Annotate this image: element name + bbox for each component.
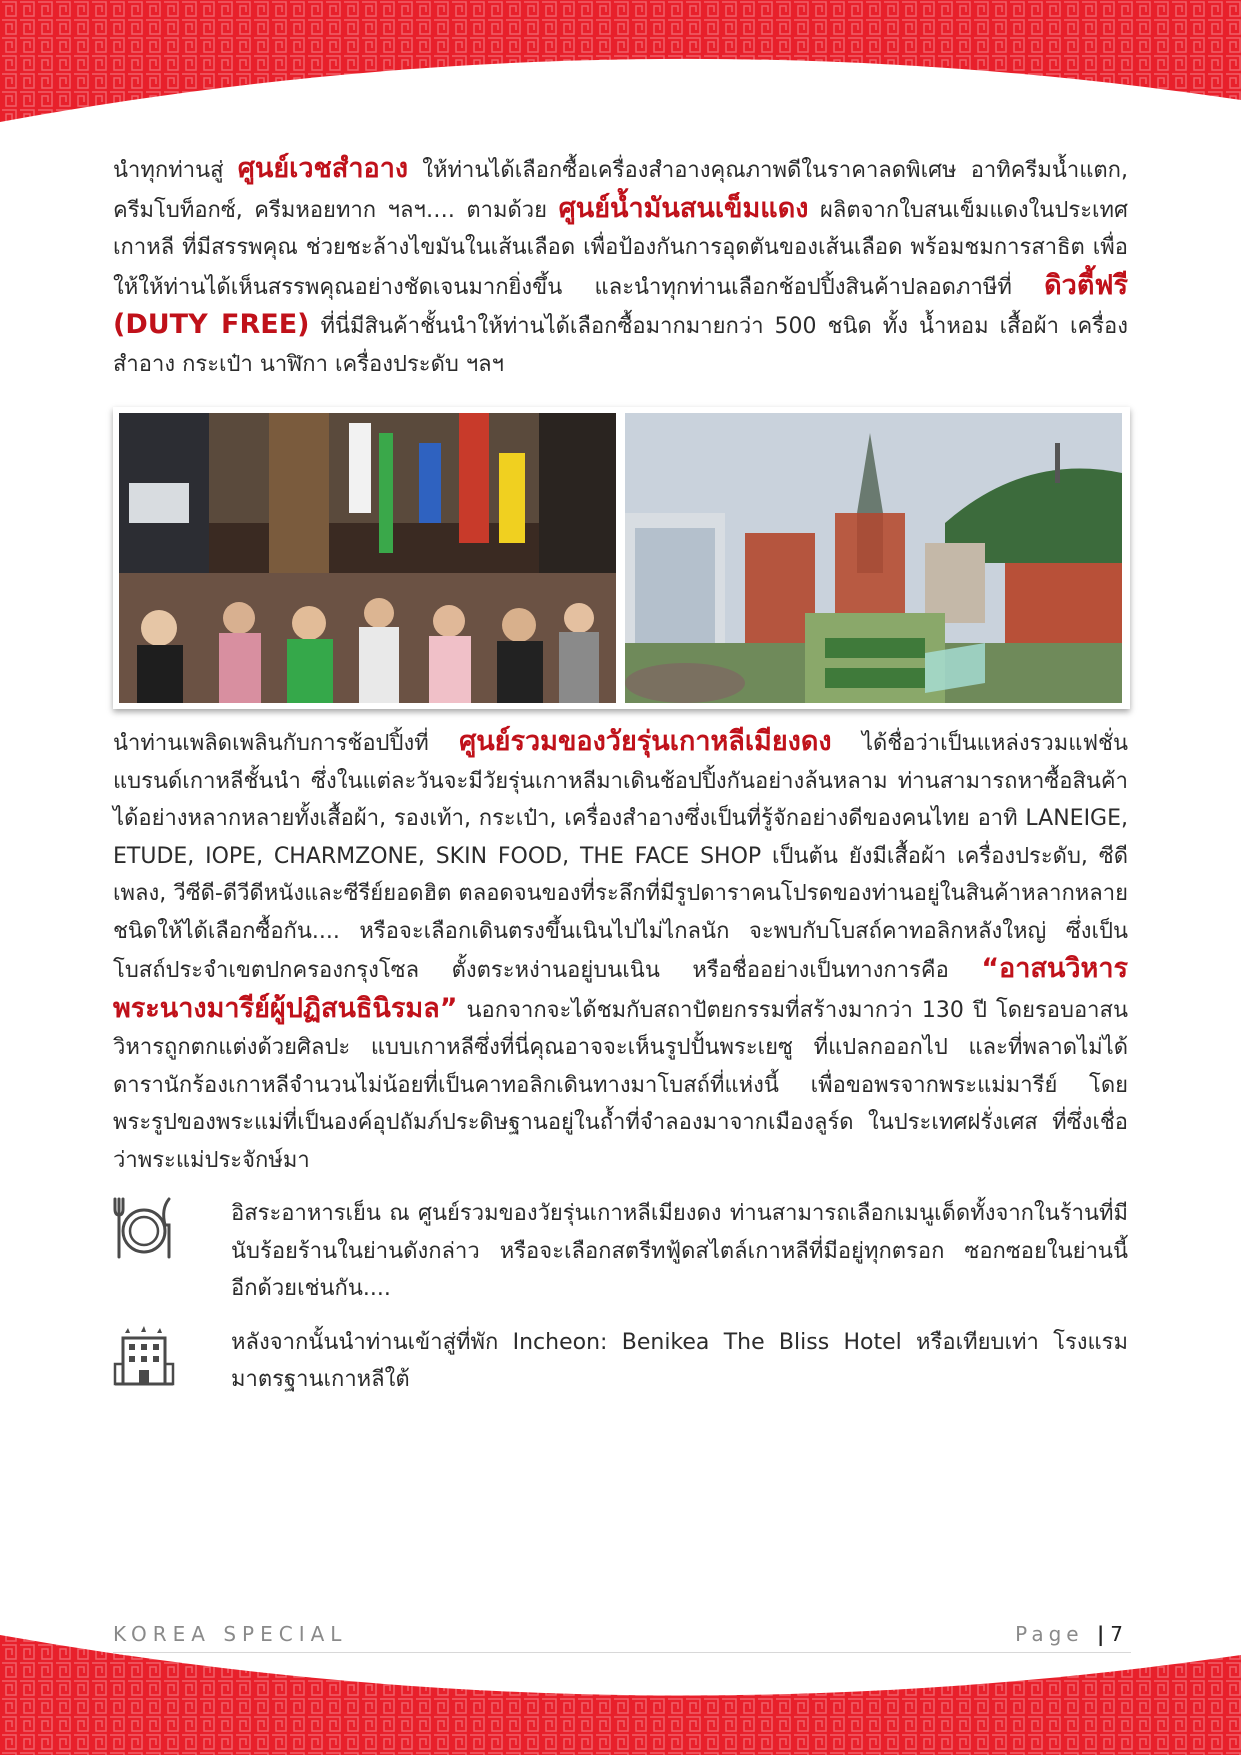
myeongdong-paragraph: [113, 723, 1128, 1179]
highlight-pine-oil-center: ศูนย์น้ำมันสนเข็มแดง: [558, 192, 809, 224]
page-content: [113, 150, 1128, 1399]
page-indicator: [1015, 1622, 1123, 1646]
page-separator: |: [1096, 1622, 1105, 1646]
hotel-building-icon: [113, 1324, 175, 1390]
myeongdong-street-photo: [119, 413, 619, 703]
intro-text-3: ผลิตจากใบสนเข็มแดงในประเทศเกาหลี ที่มีสรรพคุณ ช่วยชะล้างไขมันในเส้นเลือด เพื่อป้องกันการอุดตันของเส้นเลือด พร้อมชมการสาธิต เพื่อให้ให้ท่านได้เห็นสรรพคุณอย่างชัดเจนมากยิ่งขึ้น และนำทุกท่านเลือกช้อปปิ้งสินค้าปลอดภาษีที่: [113, 197, 1129, 300]
myeongdong-text-2: ได้ชื่อว่าเป็นแหล่งรวมแฟชั่นแบรนด์เกาหลีชั้นนำ ซึ่งในแต่ละวันจะมีวัยรุ่นเกาหลีมาเดินช้อปปิ้งกันอย่างล้นหลาม ท่านสามารถหาซื้อสินค้าได้อย่างหลากหลายทั้งเสื้อผ้า, รองเท้า, กระเป๋า, เครื่องสำอางซึ่งเป็นที่รู้จักอย่างดีของคนไทย อาทิ LANEIGE, ETUDE, IOPE, CHARMZONE, SKIN FOOD, THE FACE SHOP เป็นต้น ยังมีเสื้อผ้า เครื่องประดับ, ซีดีเพลง, วีซีดี-ดีวีดีหนังและซีรีย์ยอดฮิต ตลอดจนของที่ระลึกที่มีรูปดาราคนโปรดของท่านอยู่ในสินค้าหลากหลายชนิดให้ได้เลือกซื้อกัน.... หรือจะเลือกเดินตรงขึ้นเนินไปไม่ไกลนัก จะพบกับโบสถ์คาทอลิกหลังใหญ่ ซึ่งเป็นโบสถ์ประจำเขตปกครองกรุงโซล ตั้งตระหง่านอยู่บนเนิน หรือชื่ออย่างเป็นทางการคือ: [113, 731, 1128, 983]
footer-brand: KOREA SPECIAL: [113, 1622, 348, 1646]
intro-paragraph: [113, 150, 1128, 383]
highlight-duty-free: ดิวตี้ฟรี (DUTY FREE): [113, 269, 1128, 340]
intro-text-2: ให้ท่านได้เลือกซื้อเครื่องสำอางคุณภาพดีในราคาลดพิเศษ อาทิครีมน้ำแตก, ครีมโบท็อกซ์, ครีมหอยทาก ฯลฯ…. ตามด้วย: [113, 158, 1128, 223]
myeongdong-cathedral-photo: [625, 413, 1125, 703]
hotel-text: หลังจากนั้นนำท่านเข้าสู่ที่พัก Incheon: Benikea The Bliss Hotel หรือเทียบเท่า โรงแรมมาตรฐานเกาหลีใต้: [231, 1329, 1128, 1392]
page-number: 7: [1110, 1622, 1123, 1646]
intro-text-4: ที่นี่มีสินค้าชั้นนำให้ท่านได้เลือกซื้อมากมายกว่า 500 ชนิด ทั้ง น้ำหอม เสื้อผ้า เครื่องสำอาง กระเป๋า นาฬิกา เครื่องประดับ ฯลฯ: [113, 314, 1129, 377]
dinner-row: [113, 1195, 1128, 1308]
highlight-myeongdong: ศูนย์รวมของวัยรุ่นเกาหลีเมียงดง: [459, 726, 832, 757]
myeongdong-text-3: นอกจากจะได้ชมกับสถาปัตยกรรมที่สร้างมากว่า 130 ปี โดยรอบอาสนวิหารถูกตกแต่งด้วยศิลปะ แบบเกาหลีซึ่งที่นี่คุณอาจจะเห็นรูปปั้นพระเยซู ที่แปลกออกไป และที่พลาดไม่ได้ ดารานักร้องเกาหลีจำนวนไม่น้อยที่เป็นคาทอลิกเดินทางมาโบสถ์ที่แห่งนี้ เพื่อขอพรจากพระแม่มารีย์ โดยพระรูปของพระแม่ที่เป็นองค์อุปถัมภ์ประดิษฐานอยู่ในถ้ำที่จำลองมาจากเมืองลูร์ด ในประเทศฝรั่งเศส ที่ซึ่งเชื่อว่าพระแม่ประจักษ์มา: [113, 997, 1128, 1173]
myeongdong-text-1: นำท่านเพลิดเพลินกับการช้อปปิ้งที่: [113, 731, 460, 756]
intro-text-1: นำทุกท่านสู่: [113, 158, 238, 183]
hotel-icon-wrapper: [113, 1324, 231, 1394]
highlight-cathedral: “อาสนวิหารพระนางมารีย์ผู้ปฏิสนธินิรมล”: [113, 953, 1128, 1024]
page-label: Page: [1015, 1622, 1084, 1646]
page-footer: [113, 1620, 1131, 1653]
hotel-row: [113, 1324, 1128, 1399]
highlight-cosmetics-center: ศูนย์เวชสำอาง: [237, 153, 409, 184]
dinner-text: อิสระอาหารเย็น ณ ศูนย์รวมของวัยรุ่นเกาหลีเมียงดง ท่านสามารถเลือกเมนูเด็ดทั้งจากในร้านที่มีนับร้อยร้านในย่านดังกล่าว หรือจะเลือกสตรีทฟู้ดสไตล์เกาหลีที่มีอยู่ทุกตรอก ซอกซอยในย่านนี้อีกด้วยเช่นกัน....: [231, 1201, 1128, 1301]
dinner-icon-wrapper: [113, 1195, 231, 1265]
dinner-plate-icon: [113, 1195, 175, 1261]
top-decorative-band: [0, 0, 1241, 130]
photo-strip: [113, 407, 1130, 709]
